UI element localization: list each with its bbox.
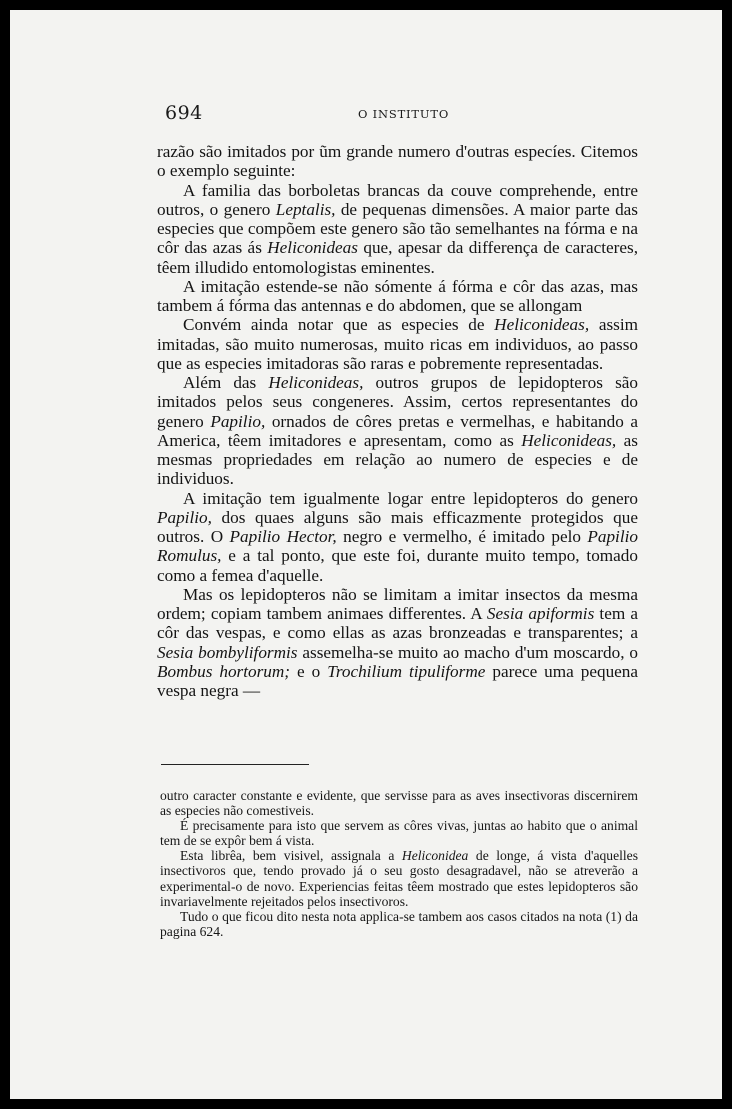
taxon-name: Heliconideas, xyxy=(521,430,617,450)
taxon-name: Heliconidea xyxy=(401,848,469,864)
paragraph-3: A imitação estende-se não sómente á fórma e côr das azas, mas tambem á fórma das antennas e do abdomen, que se allongam xyxy=(157,276,638,315)
footnote-rule xyxy=(161,764,309,765)
footnote-paragraph-4: Tudo o que ficou dito nesta nota applica-se tambem aos casos citados na nota (1) da pagina 624. xyxy=(160,908,638,939)
book-page xyxy=(10,10,722,1099)
taxon-name: Heliconideas, xyxy=(268,373,364,392)
paragraph-2: A familia das borboletas brancas da couve comprehende, entre outros, o genero Leptalis, de pequenas dimensões. A maior parte das especies que compõem este genero são tão semelhantes na fórma e na côr das azas ás Heliconideas que, apesar da differença de caracteres, têem illudido entomologistas eminentes. xyxy=(157,180,638,277)
taxon-name: Papilio, xyxy=(210,411,266,431)
taxon-name: Bombus hortorum; xyxy=(157,661,291,681)
footnotes xyxy=(160,788,638,939)
taxon-name: Papilio Hector, xyxy=(229,527,337,546)
paragraph-6: A imitação tem igualmente logar entre lepidopteros do genero Papilio, dos quaes alguns são mais efficazmente protegidos que outros. O Papilio Hector, negro e vermelho, é imitado pelo Papilio Romulus, e a tal ponto, que este foi, durante muito tempo, tomado como a femea d'aquelle. xyxy=(157,488,638,585)
page-number: 694 xyxy=(165,102,203,124)
paragraph-7: Mas os lepidopteros não se limitam a imitar insectos da mesma ordem; copiam tambem animaes differentes. A Sesia apiformis tem a côr das vespas, e como ellas as azas bronzeadas e transparentes; a Sesia bombyliformis assemelha-se muito ao macho d'um moscardo, o Bombus hortorum; e o Trochilium tipuliforme parece uma pequena vespa negra — xyxy=(157,584,639,700)
journal-title: O INSTITUTO xyxy=(358,107,450,121)
taxon-name: Trochilium tipuliforme xyxy=(327,661,486,681)
footnote-paragraph-1: outro caracter constante e evidente, que servisse para as aves insectivoras discernirem as especies não comestiveis. xyxy=(160,788,638,819)
running-head xyxy=(165,102,637,124)
paragraph-1: razão são imitados por ũm grande numero d'outras especíes. Citemos o exemplo seguinte: xyxy=(157,142,638,181)
footnote-paragraph-3: Esta librêa, bem visivel, assignala a Heliconidea de longe, á vista d'aquelles insectivoros que, tendo provado já o seu gosto desagradavel, não se atreverão a experimental-o de novo. Experiencias feitas têem mostrado que estes lepidopteros são invariavelmente rejeitados pelos insectivoros. xyxy=(160,848,638,909)
taxon-name: Leptalis, xyxy=(275,199,336,219)
paragraph-4: Convém ainda notar que as especies de Heliconideas, assim imitadas, são muito numerosas, muito ricas em individuos, ao passo que as especies imitadoras são raras e pobremente representadas. xyxy=(157,315,638,373)
taxon-name: Heliconideas xyxy=(267,238,358,258)
taxon-name: Papilio Romulus, xyxy=(157,527,638,566)
main-text xyxy=(157,142,638,700)
taxon-name: Sesia bombyliformis xyxy=(157,642,298,662)
taxon-name: Heliconideas, xyxy=(494,315,590,335)
footnote-paragraph-2: É precisamente para isto que servem as côres vivas, juntas ao habito que o animal tem de se expôr bem á vista. xyxy=(160,818,638,849)
paragraph-5: Além das Heliconideas, outros grupos de lepidopteros são imitados pelos seus congeneres. Assim, certos representantes do genero Papilio, ornados de côres pretas e vermelhas, e habitando a America, têem imitadores e apresentam, como as Heliconideas, as mesmas propriedades em relação ao numero de especies e de individuos. xyxy=(157,373,638,489)
taxon-name: Sesia apiformis xyxy=(486,604,595,623)
taxon-name: Papilio, xyxy=(157,507,212,527)
